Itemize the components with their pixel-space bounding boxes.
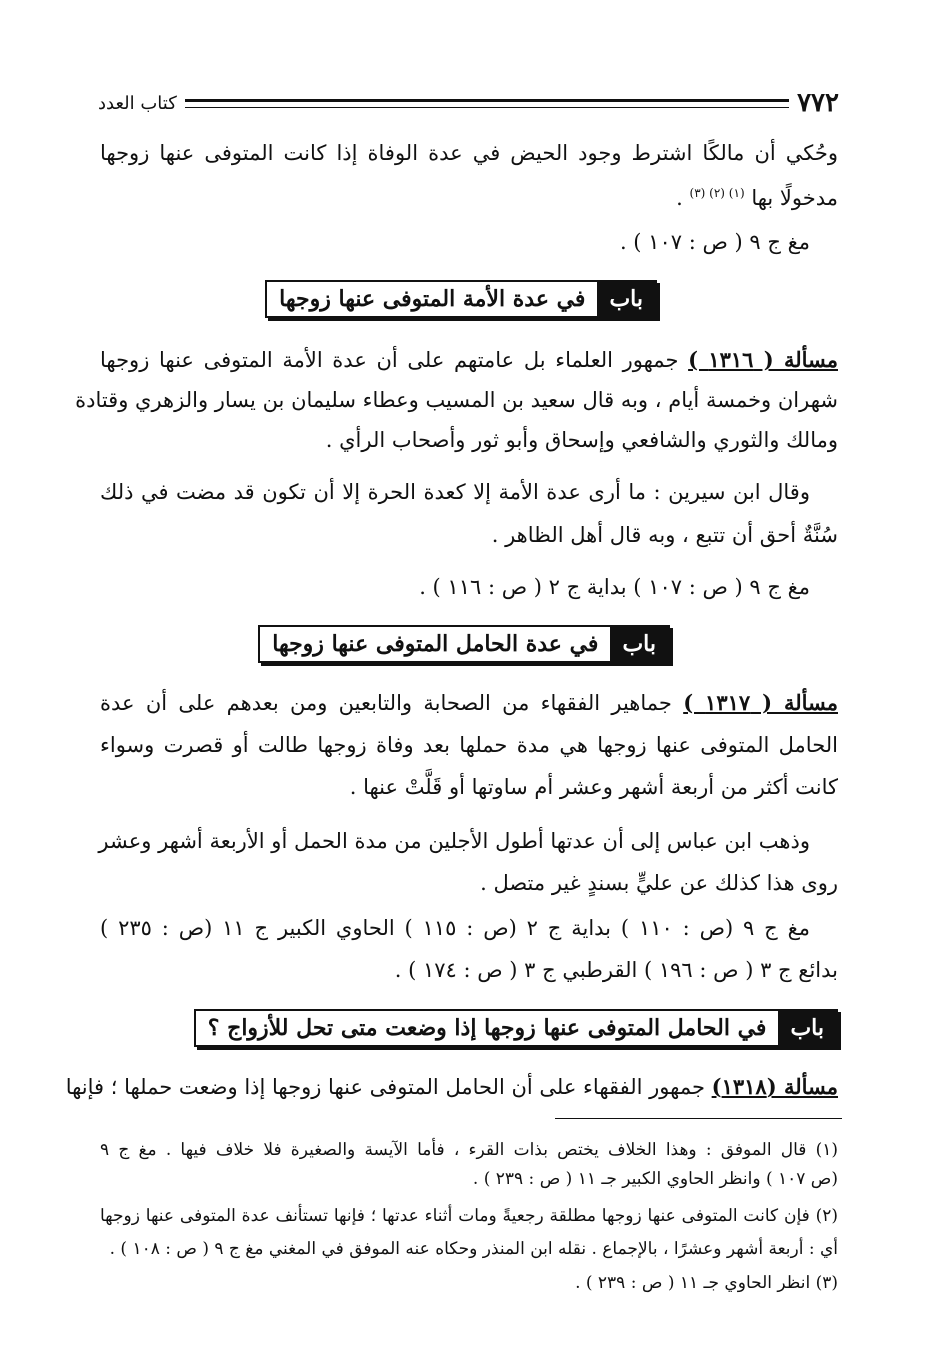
page-header: [98, 86, 839, 120]
masala-1316-line-3: ومالك والثوري والشافعي وإسحاق وأبو ثور وأصحاب الرأي .: [325, 428, 838, 452]
chapter-tag: باب: [597, 282, 655, 316]
chapter-tag: باب: [778, 1011, 836, 1045]
masala-label: مسألة ( ١٣١٦ ): [688, 347, 838, 372]
chapter-title: في الحامل المتوفى عنها زوجها إذا وضعت متى تحل للأزواج ؟: [207, 1015, 767, 1041]
footnote-separator: [555, 1118, 842, 1119]
intro-line-1: وحُكي أن مالكًا اشترط وجود الحيض في عدة الوفاة إذا كانت المتوفى عنها زوجها: [100, 141, 838, 165]
intro-reference: مغ ج ٩ ( ص : ١٠٧ ) .: [619, 230, 810, 254]
masala-1317-line-4: وذهب ابن عباس إلى أن عدتها أطول الأجلين من مدة الحمل أو الأربعة أشهر وعشر: [98, 829, 810, 853]
masala-1317-line-3: كانت أكثر من أربعة أشهر وعشر أم ساوتها أو قَلَّتْ عنها .: [349, 775, 838, 799]
masala-1317-line-1: [100, 688, 838, 718]
intro-line-2: [676, 178, 838, 213]
footnote-1-line-2: (ص ١٠٧ ) وانظر الحاوي الكبير جـ ١١ ( ص : ٢٣٩ ) .: [472, 1169, 838, 1189]
chapter-heading-3: [194, 1009, 838, 1047]
header-rule: [185, 99, 789, 108]
running-title: كتاب العدد: [98, 92, 177, 114]
masala-text: جمهور العلماء بل عامتهم على أن عدة الأمة المتوفى عنها زوجها: [100, 348, 679, 372]
masala-1317-line-2: الحامل المتوفى عنها زوجها هي مدة حملها بعد وفاة زوجها طالت أو قصرت وسواء: [100, 733, 838, 757]
footnote-3: (٣) انظر الحاوي جـ ١١ ( ص : ٢٣٩ ) .: [575, 1273, 838, 1293]
masala-1316-line-5: سُنَّةٌ أحق أن تتبع ، وبه قال أهل الظاهر .: [491, 523, 838, 547]
footnote-2-line-1: (٢) فإن كانت المتوفى عنها زوجها مطلقة رجعيةً ومات أثناء عدتها ؛ فإنها تستأنف عدة المتوفى عنها زوجها: [100, 1206, 838, 1226]
chapter-title: في عدة الحامل المتوفى عنها زوجها: [272, 631, 599, 657]
masala-1317-reference-2: بدائع ج ٣ ( ص : ١٩٦ ) القرطبي ج ٣ ( ص : ١٧٤ ) .: [394, 958, 838, 982]
masala-1316-line-1: [100, 345, 838, 375]
masala-1316-reference: مغ ج ٩ ( ص : ١٠٧ ) بداية ج ٢ ( ص : ١١٦ ) .: [419, 575, 810, 599]
masala-1317-line-5: روى هذا كذلك عن عليٍّ بسندٍ غير متصل .: [480, 871, 838, 895]
masala-1317-reference-1: مغ ج ٩ (ص : ١١٠ ) بداية ج ٢ (ص : ١١٥ ) الحاوي الكبير ج ١١ (ص : ٢٣٥ ): [100, 916, 810, 940]
footnote-1-line-1: (١) قال الموفق : وهذا الخلاف يختص بذات القرء ، فأما الآيسة والصغيرة فلا خلاف فيها . مغ ج ٩: [100, 1140, 838, 1160]
masala-1316-line-2: شهران وخمسة أيام ، وبه قال سعيد بن المسيب وعطاء سليمان بن يسار والزهري وقتادة: [75, 388, 838, 412]
footnote-refs: (١) (٢) (٣): [689, 186, 745, 200]
masala-label: مسألة (١٣١٨): [711, 1074, 838, 1099]
chapter-title: في عدة الأمة المتوفى عنها زوجها: [279, 286, 586, 312]
masala-text: جماهير الفقهاء من الصحابة والتابعين ومن بعدهم على أن عدة: [100, 691, 672, 715]
chapter-heading-2: [258, 625, 670, 663]
masala-label: مسألة ( ١٣١٧ ): [683, 690, 838, 715]
intro-line-2-text: مدخولًا بها: [751, 186, 838, 210]
masala-1318-line-1: [65, 1072, 838, 1102]
page-number: ٧٧٢: [797, 88, 839, 118]
intro-line-2-end: .: [676, 186, 683, 210]
masala-1316-line-4: وقال ابن سيرين : ما أرى عدة الأمة إلا كعدة الحرة إلا أن تكون قد مضت في ذلك: [100, 480, 810, 504]
masala-text: جمهور الفقهاء على أن الحامل المتوفى عنها زوجها إذا وضعت حملها ؛ فإنها: [65, 1075, 705, 1099]
chapter-tag: باب: [610, 627, 668, 661]
footnote-2-line-2: أي : أربعة أشهر وعشرًا ، بالإجماع . نقله ابن المنذر وحكاه عنه الموفق في المغني مغ ج ٩ ( ص : ١٠٨ ) .: [109, 1239, 838, 1259]
chapter-heading-1: [265, 280, 657, 318]
